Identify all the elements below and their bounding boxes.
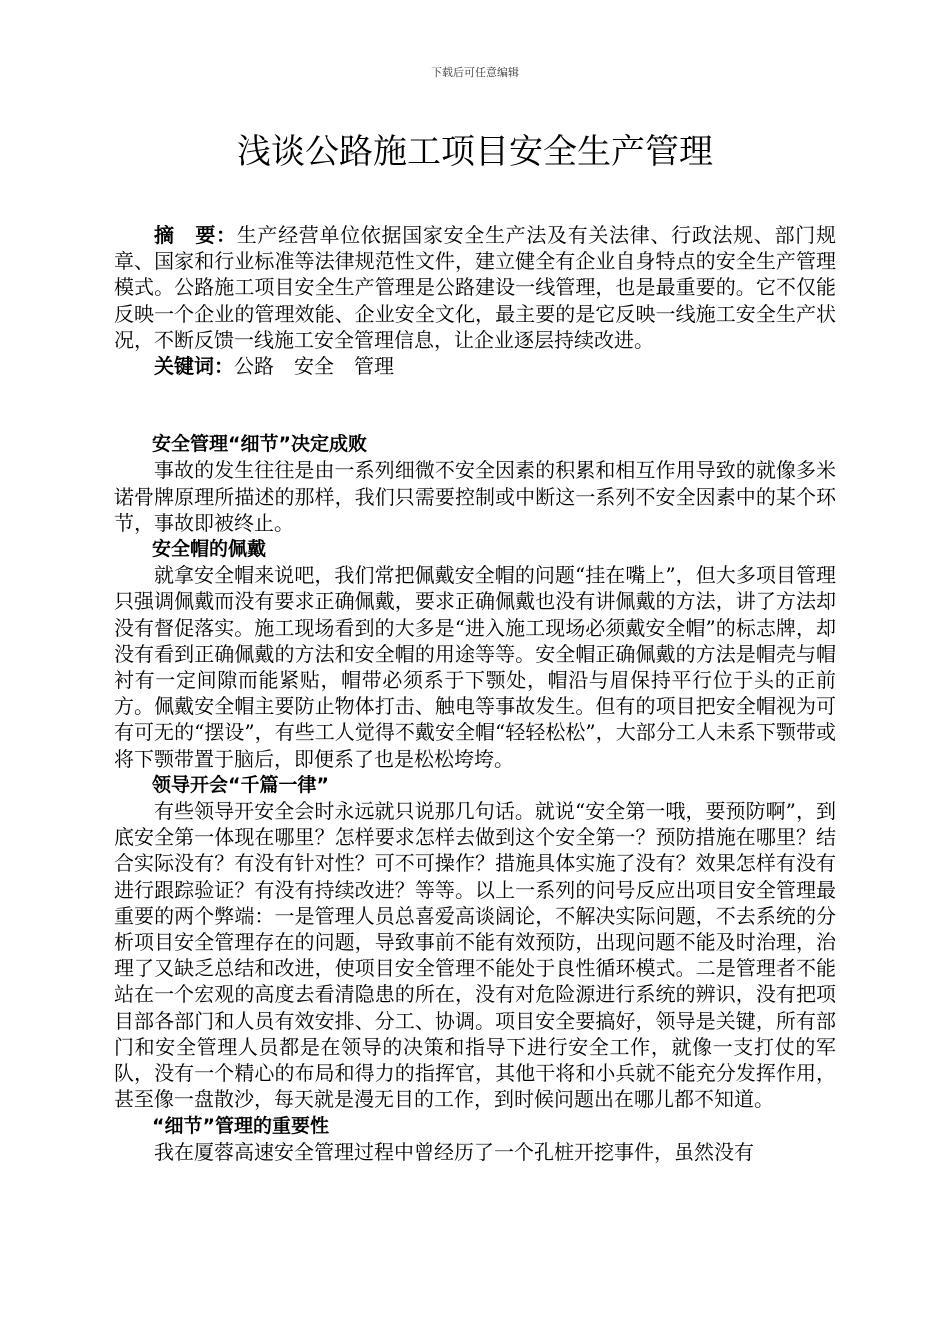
section-heading-details-decide: 安全管理“细节”决定成败 bbox=[152, 433, 367, 456]
keywords-label: 关键词： bbox=[154, 354, 234, 379]
section-spacer bbox=[114, 379, 836, 431]
header-note: 下载后可任意编辑 bbox=[431, 66, 519, 79]
abstract-label: 摘 要： bbox=[154, 223, 237, 247]
section-heading-helmet: 安全帽的佩戴 bbox=[152, 538, 267, 561]
section-text-detail-importance: 我在厦蓉高速安全管理过程中曾经历了一个孔桩开挖事件，虽然没有 bbox=[154, 1139, 754, 1164]
section-heading-leader-meetings: 领导开会“千篇一律” bbox=[152, 773, 329, 796]
section-text-details-decide: 事故的发生往往是由一系列细微不安全因素的积累和相互作用导致的就像多米诺骨牌原理所描述的那样，我们只需要控制或中断这一系列不安全因素中的某个环节，事故即被终止。 bbox=[114, 458, 836, 535]
document-title: 浅谈公路施工项目安全生产管理 bbox=[237, 132, 713, 172]
section-heading-detail-importance: “细节”管理的重要性 bbox=[152, 1114, 329, 1137]
keywords-paragraph bbox=[114, 353, 836, 379]
abstract-text: 生产经营单位依据国家安全生产法及有关法律、行政法规、部门规章、国家和行业标准等法律规范性文件，建立健全有企业自身特点的安全生产管理模式。公路施工项目安全生产管理是公路建设一线管理，也是最重要的。它不仅能反映一个企业的管理效能、企业安全文化，最主要的是它反映一线施工安全生产状况，不断反馈一线施工安全管理信息，让企业逐层持续改进。 bbox=[114, 223, 836, 352]
keywords-text: 公路 安全 管理 bbox=[234, 354, 394, 379]
section-text-helmet: 就拿安全帽来说吧，我们常把佩戴安全帽的问题“挂在嘴上”，但大多项目管理只强调佩戴而没有要求正确佩戴，要求正确佩戴也没有讲佩戴的方法，讲了方法却没有督促落实。施工现场看到的大多是“进入施工现场必须戴安全帽”的标志牌，却没有看到正确佩戴的方法和安全帽的用途等等。安全帽正确佩戴的方法是帽壳与帽衬有一定间隙而能紧贴，帽带必须系于下颚处，帽沿与眉保持平行位于头的正前方。佩戴安全帽主要防止物体打击、触电等事故发生。但有的项目把安全帽视为可有可无的“摆设”，有些工人觉得不戴安全帽“轻轻松松”，大部分工人未系下颚带或将下颚带置于脑后，即便系了也是松松垮垮。 bbox=[114, 563, 836, 771]
section-text-leader-meetings: 有些领导开安全会时永远就只说那几句话。就说“安全第一哦，要预防啊”，到底安全第一体现在哪里？怎样要求怎样去做到这个安全第一？预防措施在哪里？结合实际没有？有没有针对性？可不可操作？措施具体实施了没有？效果怎样有没有进行跟踪验证？有没有持续改进？等等。以上一系列的问号反应出项目安全管理最重要的两个弊端：一是管理人员总喜爱高谈阔论，不解决实际问题，不去系统的分析项目安全管理存在的问题，导致事前不能有效预防，出现问题不能及时治理，治理了又缺乏总结和改进，使项目安全管理不能处于良性循环模式。二是管理者不能站在一个宏观的高度去看清隐患的所在，没有对危险源进行系统的辨识，没有把项目部各部门和人员有效安排、分工、协调。项目安全要搞好，领导是关键，所有部门和安全管理人员都是在领导的决策和指导下进行安全工作，就像一支打仗的军队，没有一个精心的布局和得力的指挥官，其他干将和小兵就不能充分发挥作用，甚至像一盘散沙，每天就是漫无目的工作，到时候问题出在哪儿都不知道。 bbox=[114, 799, 836, 1112]
abstract-paragraph bbox=[114, 222, 836, 353]
document-body bbox=[114, 222, 836, 1165]
